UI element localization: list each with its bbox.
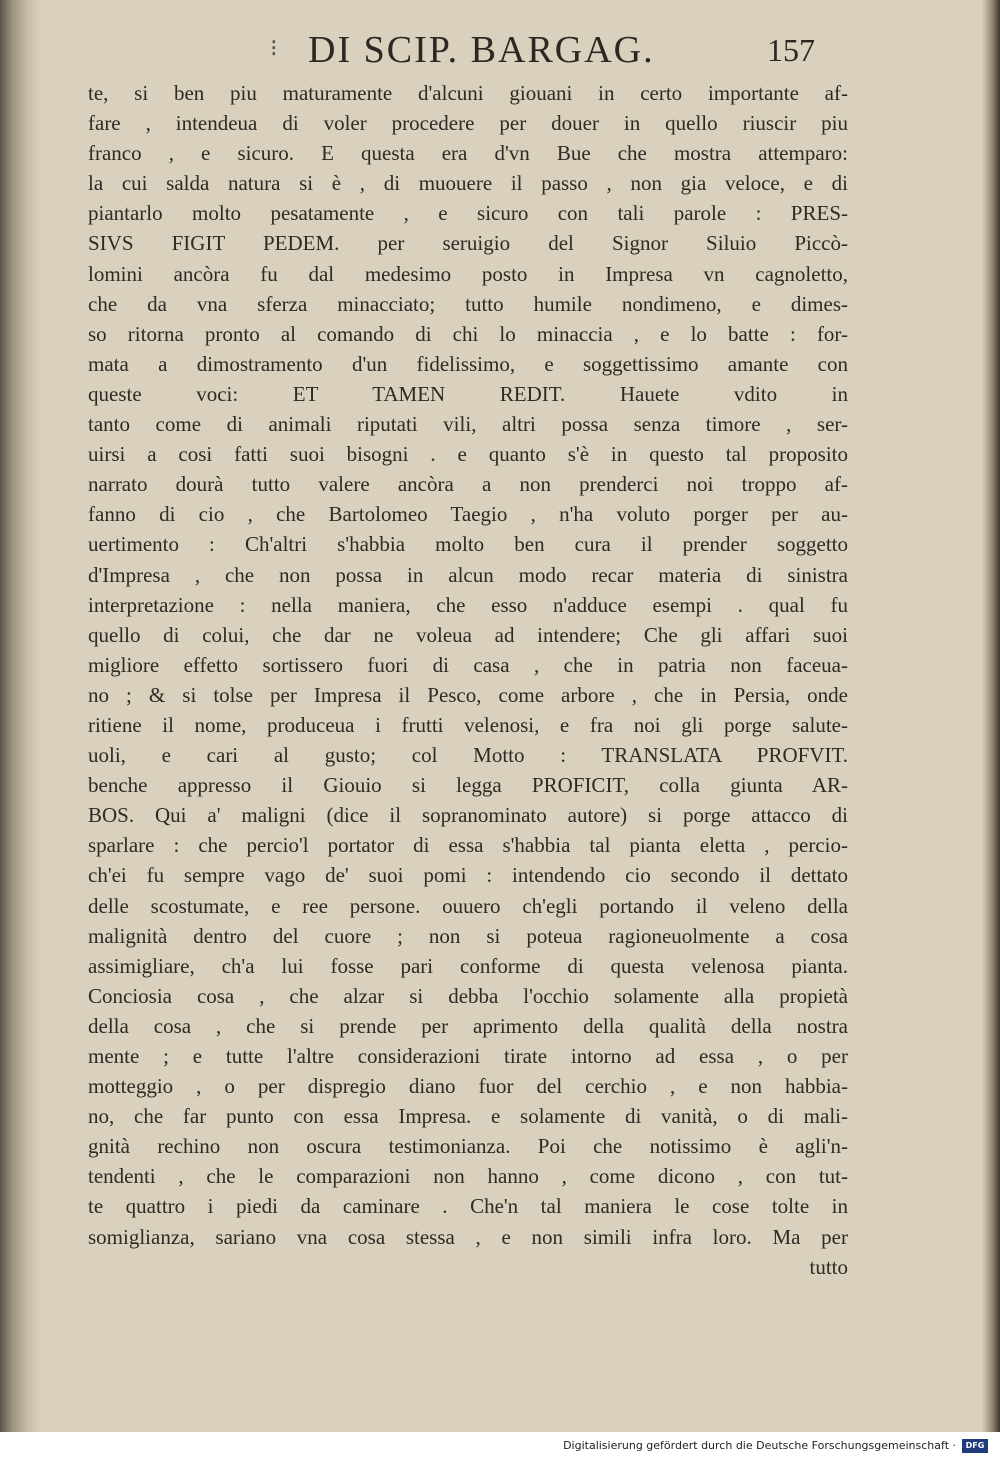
running-title: DI SCIP. BARGAG.	[308, 29, 655, 71]
text-line: uoli, e cari al gusto; col Motto : TRANSLATA PROFVIT.	[88, 743, 848, 768]
footer-bar	[0, 1432, 1000, 1462]
text-line: so ritorna pronto al comando di chi lo minaccia , e lo batte : for-	[88, 321, 848, 346]
dfg-logo: DFG	[962, 1439, 988, 1453]
text-line: fare , intendeua di voler procedere per douer in quello riuscir piu	[88, 111, 848, 136]
text-line: fanno di cio , che Bartolomeo Taegio , n'ha voluto porger per au-	[88, 502, 848, 527]
text-line: ch'ei fu sempre vago de' suoi pomi : intendendo cio secondo il dettato	[88, 863, 848, 888]
body-text	[88, 78, 848, 1282]
running-header	[270, 26, 830, 76]
text-line: mente ; e tutte l'altre considerazioni tirate intorno ad essa , o per	[88, 1044, 848, 1068]
text-line: interpretazione : nella maniera, che esso n'adduce esempi . qual fu	[88, 592, 848, 617]
text-line: franco , e sicuro. E questa era d'vn Bue che mostra attemparo:	[88, 141, 848, 166]
text-line: uertimento : Ch'altri s'habbia molto ben cura il prender soggetto	[88, 532, 848, 557]
text-line: migliore effetto sortissero fuori di casa , che in patria non faceua-	[88, 652, 848, 677]
text-line: benche appresso il Giouio si legga PROFICIT, colla giunta AR-	[88, 773, 848, 798]
text-line: delle scostumate, e ree persone. ouuero ch'egli portando il veleno della	[88, 893, 848, 918]
header-ornament: ⁝	[270, 34, 278, 62]
text-line: mata a dimostramento d'un fidelissimo, e soggettissimo amante con	[88, 351, 848, 376]
text-line: piantarlo molto pesatamente , e sicuro con tali parole : PRES-	[88, 201, 848, 226]
text-line: somiglianza, sariano vna cosa stessa , e non simili infra loro. Ma per	[88, 1224, 848, 1249]
text-line: uirsi a cosi fatti suoi bisogni . e quanto s'è in questo tal proposito	[88, 442, 848, 467]
text-line: SIVS FIGIT PEDEM. per seruigio del Signor Siluio Piccò-	[88, 231, 848, 256]
text-line: queste voci: ET TAMEN REDIT. Hauete vdito in	[88, 381, 848, 406]
text-line: della cosa , che si prende per aprimento della qualità della nostra	[88, 1013, 848, 1038]
funding-notice: Digitalisierung gefördert durch die Deutsche Forschungsgemeinschaft ·	[563, 1439, 956, 1452]
text-line: sparlare : che percio'l portator di essa s'habbia tal pianta eletta , percio-	[88, 833, 848, 858]
text-line: la cui salda natura si è , di muouere il passo , non gia veloce, e di	[88, 171, 848, 196]
text-line: tutto	[809, 1254, 848, 1279]
text-line: tendenti , che le comparazioni non hanno , come dicono , con tut-	[88, 1164, 848, 1189]
text-line: che da vna sferza minacciato; tutto humile nondimeno, e dimes-	[88, 291, 848, 316]
binding-shadow	[0, 0, 40, 1432]
text-line: narrato dourà tutto valere ancòra a non prenderci noi troppo af-	[88, 472, 848, 497]
text-line: assimigliare, ch'a lui fosse pari conforme di questa velenosa pianta.	[88, 953, 848, 978]
text-line: no, che far punto con essa Impresa. e solamente di vanità, o di mali-	[88, 1104, 848, 1129]
text-line: motteggio , o per dispregio diano fuor del cerchio , e non habbia-	[88, 1074, 848, 1099]
page-edge	[982, 0, 1000, 1432]
text-line: quello di colui, che dar ne voleua ad intendere; Che gli affari suoi	[88, 622, 848, 647]
page-number: 157	[767, 32, 815, 68]
text-line: gnità rechino non oscura testimonianza. Poi che notissimo è agli'n-	[88, 1134, 848, 1159]
text-line: tanto come di animali riputati vili, altri possa senza timore , ser-	[88, 412, 848, 437]
text-line: Conciosia cosa , che alzar si debba l'occhio solamente alla propietà	[88, 983, 848, 1008]
text-line: te quattro i piedi da caminare . Che'n tal maniera le cose tolte in	[88, 1194, 848, 1219]
text-line: lomini ancòra fu dal medesimo posto in Impresa vn cagnoletto,	[88, 261, 848, 286]
text-line: no ; & si tolse per Impresa il Pesco, come arbore , che in Persia, onde	[88, 682, 848, 707]
text-line: BOS. Qui a' maligni (dice il sopranominato autore) si porge attacco di	[88, 803, 848, 828]
text-line: malignità dentro del cuore ; non si poteua ragioneuolmente a cosa	[88, 923, 848, 948]
text-line: ritiene il nome, produceua i frutti velenosi, e fra noi gli porge salute-	[88, 712, 848, 737]
text-line: te, si ben piu maturamente d'alcuni giouani in certo importante af-	[88, 81, 848, 105]
text-line: d'Impresa , che non possa in alcun modo recar materia di sinistra	[88, 562, 848, 587]
